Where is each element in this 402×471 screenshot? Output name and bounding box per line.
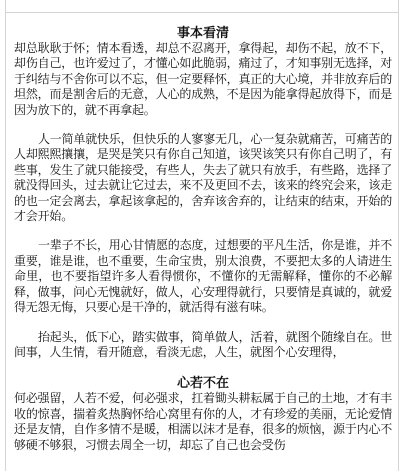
page-border-left [5,0,6,471]
paragraph-5: 何必强留，人若不爱，何必强求，扛着锄头耕耘属于自己的土地，才有丰收的惊喜，揣着炙热胸怀给心窝里有你的人，才有珍爱的美丽，无论爱情还是友情，自作多情不是暖，相濡以沫才是春，很多的烦恼，源于内心不够硬不够狠，习惯去周全一切，却忘了自己也会受伤 [14,391,392,452]
page-border-right [398,0,399,471]
paragraph-2: 人一简单就快乐，但快乐的人寥寥无几，心一复杂就痛苦，可痛苦的人却熙熙攘攘，是哭是笑只有你自己知道，该哭该笑只有你自己明了，有些事，发生了就只能接受，有些人，失去了就只有放手，有些路，选择了就没得回头，过去就让它过去，来不及更回不去，该来的终究会来，该走的也一定会离去，拿起该拿起的，舍弃该舍弃的，让结束的结束，开始的才会开始。 [14,132,393,224]
paragraph-gap [14,118,392,132]
paragraph-4: 抬起头，低下心，踏实做事，简单做人，活着，就图个随缘自在。世间事，人生情，看开随意，看淡无虑，人生，就图个心安理得， [14,329,393,359]
section-gap [14,360,392,376]
paragraph-gap [14,224,392,238]
article-body [14,26,392,453]
paragraph-3: 一辈子不长，用心甘情愿的态度，过想要的平凡生活，你是谁，并不重要，谁是谁，也不重要，生命宝贵，别太浪费，不要把太多的人请进生命里，也不要指望许多人看得惯你，不懂你的无需解释，懂你的不必解释，做事，问心无愧就好，做人，心安理得就行，只要情是真诚的，就爱得无怨无悔，只要心是干净的，就活得有滋有味。 [14,238,393,315]
paragraph-1: 却总耿耿于怀；情本看透，却总不忍离开，拿得起，却伤不起，放不下，却伤自己，也许爱过了，才懂心如此脆弱，痛过了，才知事别无选择，对于纠结与不舍你可以不忘，但一定要释怀，真正的大心境，并非放弃后的坦然，而是割舍后的无意，人心的成熟，不是因为能拿得起放得下，而是因为放下的，就不再拿起。 [14,41,392,117]
paragraph-gap [14,316,392,330]
page-border-top [5,12,399,13]
section-title-2: 心若不在 [176,376,229,392]
section-title-1: 事本看清 [176,26,229,41]
